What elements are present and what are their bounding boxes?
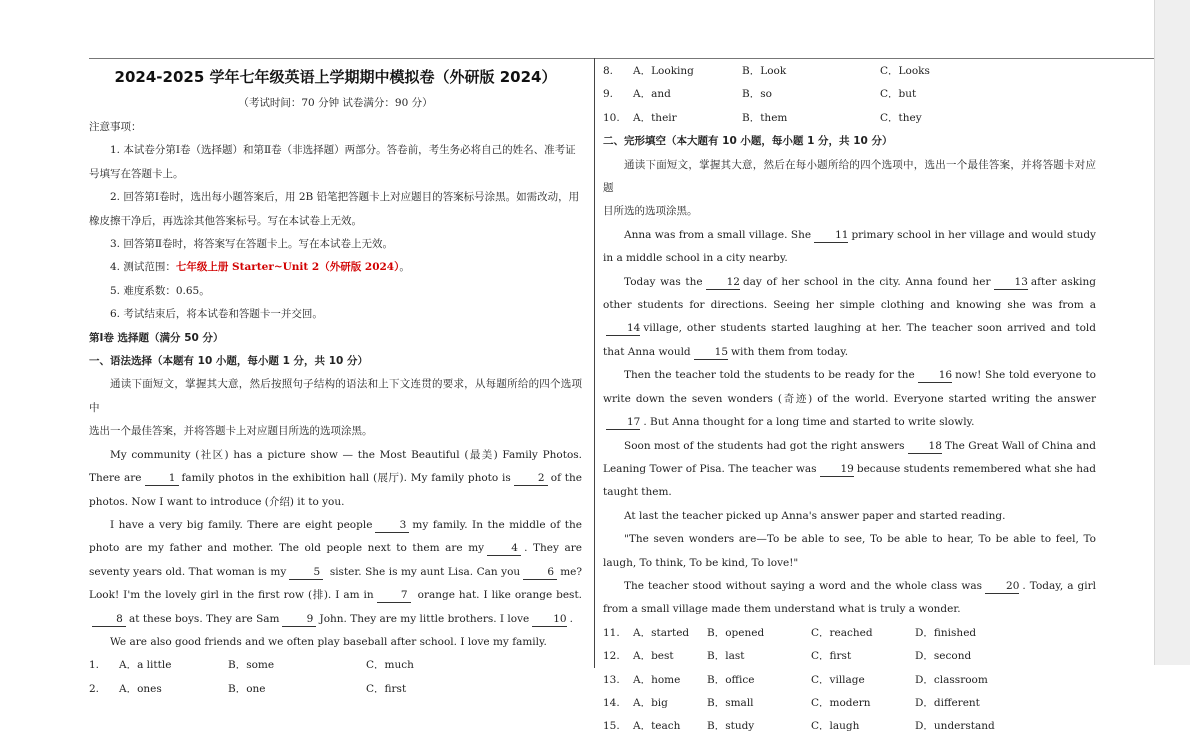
answer-blank: 3 (375, 519, 409, 533)
answer-blank: 6 (523, 566, 557, 580)
option-c: C．modern (811, 696, 871, 709)
passage-text: (介绍) it to you. (264, 495, 345, 508)
passage2-paragraph (603, 271, 1096, 365)
option-b: B．one (228, 682, 266, 695)
option-a: A．a little (119, 659, 172, 672)
option-a: A．best (633, 650, 674, 663)
notice-line: 2. 回答第Ⅰ卷时，选出每小题答案后，用 2B 铅笔把答题卡上对应题目的答案标号涂黑。如需改动，用 (110, 191, 580, 204)
option-a: A．started (633, 626, 690, 639)
option-a: A．their (633, 111, 677, 124)
option-c: C．laugh (811, 720, 860, 733)
volume-heading: 第Ⅰ卷 选择题（满分 50 分） (89, 331, 224, 344)
answer-blank: 16 (918, 369, 952, 383)
exam-meta: （考试时间：70 分钟 试卷满分：90 分） (238, 97, 433, 109)
option-a: A．and (633, 88, 671, 101)
option-c: C．they (880, 111, 922, 124)
option-b: B．them (742, 111, 788, 124)
question-number: 10. (603, 111, 620, 124)
option-b: B．some (228, 659, 275, 672)
notice-line: 号填写在答题卡上。 (89, 167, 184, 180)
question-options (603, 60, 1096, 83)
passage-text: family photos in the exhibition hall (展厅). My family photo is (181, 472, 511, 485)
option-b: B．opened (707, 626, 765, 639)
option-d: D．different (915, 696, 980, 709)
passage-text: The Great Wall of China and Leaning Tower of (603, 439, 1096, 475)
question-number: 15. (603, 720, 620, 733)
passage1-paragraph (89, 514, 582, 631)
option-d: D．finished (915, 626, 977, 639)
question-options (603, 692, 1096, 715)
passage-text: my family. In the middle of the photo are my father (89, 518, 582, 555)
answer-blank: 7 (377, 589, 411, 603)
question-number: 14. (603, 696, 620, 709)
passage-text: me? Look! I'm the lovely girl in the first row (排). I am in (89, 565, 582, 602)
question-options (603, 715, 1096, 738)
answer-blank: 2 (514, 472, 548, 486)
passage-text: primary school in her village and would study in a middle school (603, 228, 1096, 265)
passage-text: orange hat. I like orange best. (417, 589, 583, 602)
passage-text: Soon most of the students had got the right answers (624, 439, 905, 452)
passage-text: Pisa. The teacher was (699, 462, 817, 475)
passage-text: The teacher stood without saying a word and the whole class was (624, 579, 983, 592)
passage-text: of the photos. Now I want to introduce (89, 472, 582, 508)
passage-text: . But Anna thought for a long time and (643, 416, 850, 429)
option-a: A．home (633, 673, 681, 686)
section1-heading: 一、语法选择（本题有 10 小题，每小题 1 分，共 10 分） (89, 355, 368, 368)
passage-text: after asking other students for (603, 275, 1097, 312)
option-d: D．understand (915, 720, 995, 733)
passage-text: with them from today. (731, 345, 849, 358)
passage-text: at these boys. They are Sam (129, 612, 280, 625)
option-a: A．Looking (633, 65, 694, 77)
option-c: C．but (880, 88, 917, 101)
passage-text: now! She told everyone to write down the seven (603, 369, 1096, 405)
passage-text: and mother. The old people next to them are my (207, 542, 485, 555)
header-rule (89, 58, 1154, 59)
answer-blank: 18 (908, 440, 942, 454)
passage1-paragraph (89, 444, 582, 514)
passage-text: made them understand what is truly a wonder. (711, 603, 961, 616)
answer-blank: 10 (532, 613, 566, 627)
passage-text: John. They are my little brothers. I (319, 612, 505, 625)
question-options (603, 645, 1096, 668)
question-number: 12. (603, 650, 620, 663)
option-d: D．second (915, 650, 972, 663)
passage2-paragraph (603, 364, 1096, 434)
passage-text: directions. Seeing her simple clothing and knowing she was from a (710, 299, 1096, 312)
question-number: 2. (89, 682, 100, 695)
answer-blank: 13 (994, 276, 1028, 290)
question-options (603, 622, 1096, 645)
option-c: C．first (366, 682, 407, 695)
answer-blank: 15 (694, 346, 728, 360)
passage2-paragraph (603, 435, 1096, 505)
answer-blank: 20 (985, 580, 1019, 594)
notice-line: 3. 回答第Ⅱ卷时，将答案写在答题卡上。写在本试卷上无效。 (110, 238, 393, 251)
notice-difficulty: 5. 难度系数：0.65。 (110, 284, 210, 297)
question-options (603, 669, 1096, 692)
notice-scope-range: 七年级上册 Starter~Unit 2（外研版 2024） (175, 261, 400, 274)
passage-text: started to write slowly. (852, 416, 975, 429)
passage-text: day of her school in the city. Anna found her (742, 275, 991, 288)
option-b: B．study (707, 720, 755, 733)
option-b: B．small (707, 696, 754, 709)
passage-text: Then the teacher told the students to be ready for the (624, 369, 915, 382)
question-options (603, 83, 1096, 106)
option-a: A．teach (633, 720, 681, 733)
column-divider (594, 58, 595, 668)
option-c: C．village (811, 673, 865, 686)
answer-blank: 14 (606, 322, 640, 336)
answer-blank: 5 (289, 566, 323, 580)
question-number: 9. (603, 88, 614, 101)
passage-text: because students remembered what she had taught them. (603, 462, 1096, 499)
answer-blank: 12 (706, 276, 740, 290)
passage2-paragraph (603, 575, 1096, 622)
passage-text: Anna was from a small village. She (624, 228, 812, 241)
notice-scope (89, 256, 582, 279)
page-title: 2024-2025 学年七年级英语上学期期中模拟卷（外研版 2024） (114, 68, 557, 86)
section2-instructions: 通读下面短文，掌握其大意，然后在每小题所给的四个选项中，选出一个最佳答案，并将答题卡对应题 (603, 158, 1096, 195)
notice-heading: 注意事项： (89, 121, 142, 133)
passage-text: kind, To love!" (721, 556, 799, 569)
passage-text: . (569, 612, 573, 625)
question-number: 11. (603, 626, 620, 639)
passage1-paragraph: We are also good friends and we often play baseball after school. I love my family. (110, 635, 547, 648)
right-column (603, 60, 1096, 739)
question-options (89, 678, 582, 701)
option-b: B．Look (742, 65, 787, 77)
passage-text: love (507, 612, 530, 625)
passage2-paragraph (603, 528, 1096, 575)
passage2-paragraph (603, 224, 1096, 271)
option-d: D．classroom (915, 673, 988, 686)
answer-blank: 19 (820, 463, 854, 477)
section2-heading: 二、完形填空（本大题有 10 小题，每小题 1 分，共 10 分） (603, 135, 893, 148)
question-number: 13. (603, 673, 620, 686)
passage-text: "The seven wonders are—To be able to see, To be able to hear, To be able to feel, To laugh, To think, To be (603, 533, 1096, 569)
passage-text: Today was the (624, 275, 703, 288)
option-b: B．office (707, 673, 755, 686)
question-number: 8. (603, 65, 614, 77)
notice-scope-label: 4. 测试范围： (110, 261, 176, 274)
answer-blank: 4 (487, 542, 521, 556)
notice-return: 6. 考试结束后，将本试卷和答题卡一并交回。 (110, 308, 323, 321)
question-options (89, 654, 582, 677)
passage-text: village, other students started laughing (643, 322, 861, 335)
notice-line: 橡皮擦干净后，再选涂其他答案标号。写在本试卷上无效。 (89, 214, 362, 227)
left-column (89, 60, 582, 701)
passage-text: My community (社区) has a picture show — the Most Beautiful (最美) Family Photos. There are (89, 448, 582, 485)
passage-text: . They are seventy years old. That woman is my (89, 542, 582, 578)
passage2-paragraph: At last the teacher picked up Anna's answer paper and started reading. (624, 509, 1006, 522)
answer-blank: 17 (606, 416, 640, 430)
answer-blank: 11 (814, 229, 848, 243)
passage-text: at her. The teacher soon arrived and told that Anna would (603, 322, 1096, 358)
section1-instructions: 选出一个最佳答案，并将答题卡上对应题目所选的选项涂黑。 (89, 425, 373, 438)
notice-line: 1. 本试卷分第Ⅰ卷（选择题）和第Ⅱ卷（非选择题）两部分。答卷前，考生务必将自己的姓名、准考证 (110, 144, 576, 157)
option-c: C．first (811, 650, 852, 663)
passage-text: . Today, a girl from a small village (603, 579, 1096, 616)
viewer-scroll-gutter[interactable] (1154, 0, 1190, 665)
option-b: B．so (742, 88, 772, 101)
option-c: C．Looks (880, 65, 930, 77)
answer-blank: 1 (145, 472, 179, 486)
section1-instructions: 通读下面短文，掌握其大意，然后按照句子结构的语法和上下文连贯的要求，从每题所给的四个选项中 (89, 378, 582, 414)
notice-scope-end: 。 (399, 261, 410, 274)
option-c: C．much (366, 659, 414, 672)
option-c: C．reached (811, 626, 873, 639)
option-b: B．last (707, 650, 745, 663)
passage-text: in a city nearby. (703, 252, 788, 265)
passage-text: wonders (奇迹) of the world. Everyone started writing the answer (727, 392, 1097, 405)
question-options (603, 107, 1096, 130)
option-a: A．ones (119, 682, 162, 695)
answer-blank: 8 (92, 613, 126, 627)
option-a: A．big (633, 696, 668, 709)
passage-text: I have a very big family. There are eight people (110, 518, 373, 531)
section2-instructions: 目所选的选项涂黑。 (603, 205, 698, 218)
answer-blank: 9 (282, 613, 316, 627)
passage-text: sister. She is my aunt Lisa. Can you (329, 565, 521, 578)
question-number: 1. (89, 659, 100, 672)
